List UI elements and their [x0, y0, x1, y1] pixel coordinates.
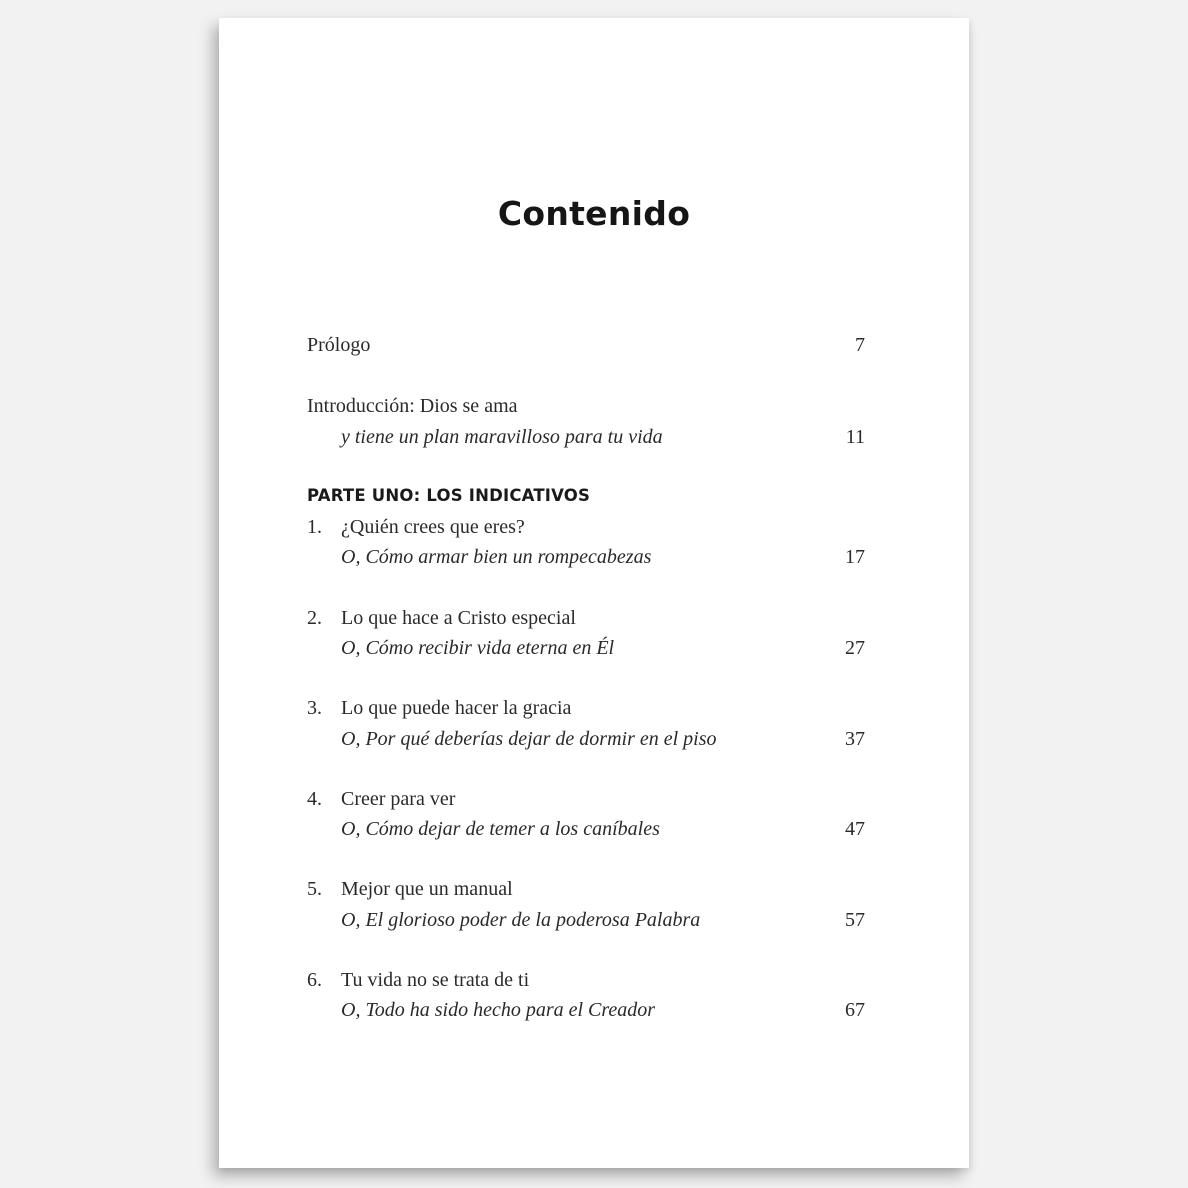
chapter-subtitle: O, El glorioso poder de la poderosa Palabra	[341, 909, 701, 931]
chapter-subtitle: O, Cómo recibir vida eterna en Él	[341, 637, 615, 659]
book-page	[219, 18, 969, 1168]
toc-entry-introduccion: Introducción: Dios se ama	[307, 395, 518, 417]
chapter-title: Lo que puede hacer la gracia	[341, 697, 572, 719]
toc-subtitle-introduccion: y tiene un plan maravilloso para tu vida	[341, 426, 663, 448]
chapter-page: 57	[845, 909, 865, 931]
chapter-title: Lo que hace a Cristo especial	[341, 607, 576, 629]
chapter-page: 37	[845, 728, 865, 750]
part-heading: PARTE UNO: LOS INDICATIVOS	[307, 486, 591, 505]
toc-page-introduccion: 11	[845, 426, 865, 448]
chapter-subtitle: O, Todo ha sido hecho para el Creador	[341, 999, 656, 1021]
chapter-subtitle: O, Cómo armar bien un rompecabezas	[341, 546, 652, 568]
chapter-page: 47	[845, 818, 865, 840]
chapter-subtitle: O, Cómo dejar de temer a los caníbales	[341, 818, 660, 840]
chapter-page: 27	[845, 637, 865, 659]
page-title: Contenido	[497, 194, 691, 233]
toc-entry-prologo: Prólogo	[307, 334, 371, 356]
toc-page-prologo: 7	[855, 334, 865, 356]
chapter-title: Creer para ver	[341, 788, 456, 810]
chapter-number: 2.	[307, 607, 322, 629]
chapter-number: 5.	[307, 878, 322, 900]
chapter-page: 67	[845, 999, 865, 1021]
chapter-number: 3.	[307, 697, 322, 719]
chapter-title: Mejor que un manual	[341, 878, 513, 900]
chapter-title: ¿Quién crees que eres?	[341, 516, 525, 538]
chapter-page: 17	[845, 546, 865, 568]
chapter-number: 6.	[307, 969, 322, 991]
chapter-number: 1.	[307, 516, 322, 538]
chapter-title: Tu vida no se trata de ti	[341, 969, 530, 991]
chapter-subtitle: O, Por qué deberías dejar de dormir en el piso	[341, 728, 717, 750]
chapter-number: 4.	[307, 788, 322, 810]
